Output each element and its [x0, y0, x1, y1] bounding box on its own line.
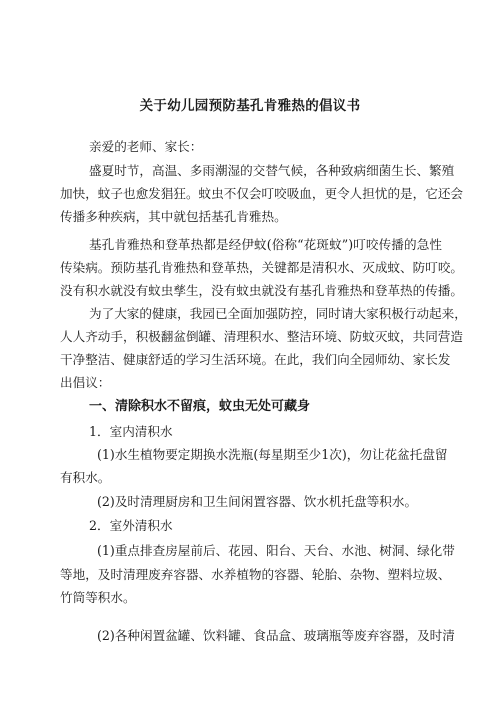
paragraph-line: (2)各种闲置盆罐、饮料罐、食品盒、玻璃瓶等废弃容器，及时清 — [97, 628, 455, 643]
document-title: 关于幼儿园预防基孔肯雅热的倡议书 — [139, 98, 361, 114]
paragraph-line: 人人齐动手，积极翻盆倒罐、清理积水、整洁环境、防蚊灭蚊，共同营造 — [60, 329, 463, 344]
paragraph-line: (1)重点排查房屋前后、花园、阳台、天台、水池、树洞、绿化带 — [97, 543, 455, 558]
paragraph-line: 传播多种疾病，其中就包括基孔肯雅热。 — [60, 209, 287, 224]
subsection-heading: 2．室外清积水 — [89, 518, 173, 533]
subsection-heading: 1．室内清积水 — [89, 424, 173, 439]
paragraph-line: 等地，及时清理废弃容器、水养植物的容器、轮胎、杂物、塑料垃圾、 — [60, 567, 451, 582]
paragraph-line: 传染病。预防基孔肯雅热和登革热，关键都是清积水、灭成蚊、防叮咬。 — [60, 260, 463, 275]
paragraph-line: 没有积水就没有蚊虫孳生，没有蚊虫就没有基孔肯雅热和登革热的传播。 — [60, 283, 463, 298]
paragraph-line: 基孔肯雅热和登革热都是经伊蚊(俗称“花斑蚊”)叮咬传播的急性 — [89, 237, 442, 252]
paragraph-line: 竹筒等积水。 — [60, 590, 136, 605]
paragraph-line: (1)水生植物要定期换水洗瓶(每星期至少1次)，勿让花盆托盘留 — [97, 447, 448, 462]
paragraph-line: 出倡议： — [60, 375, 111, 390]
paragraph-line: 干净整洁、健康舒适的学习生活环境。在此，我们向全园师幼、家长发 — [60, 352, 451, 367]
paragraph-line: 有积水。 — [60, 470, 111, 485]
section-heading: 一、清除积水不留痕，蚊虫无处可藏身 — [89, 399, 311, 414]
paragraph-line: 为了大家的健康，我园已全面加强防控，同时请大家积极行动起来， — [89, 306, 467, 321]
salutation: 亲爱的老师、家长： — [89, 139, 203, 154]
paragraph-line: 盛夏时节，高温、多雨潮湿的交替气候，各种致病细菌生长、繁殖 — [89, 163, 455, 178]
paragraph-line: (2)及时清理厨房和卫生间闲置容器、饮水机托盘等积水。 — [97, 494, 418, 509]
paragraph-line: 加快，蚊子也愈发猖狂。蚊虫不仅会叮咬吸血，更令人担忧的是，它还会 — [60, 186, 463, 201]
